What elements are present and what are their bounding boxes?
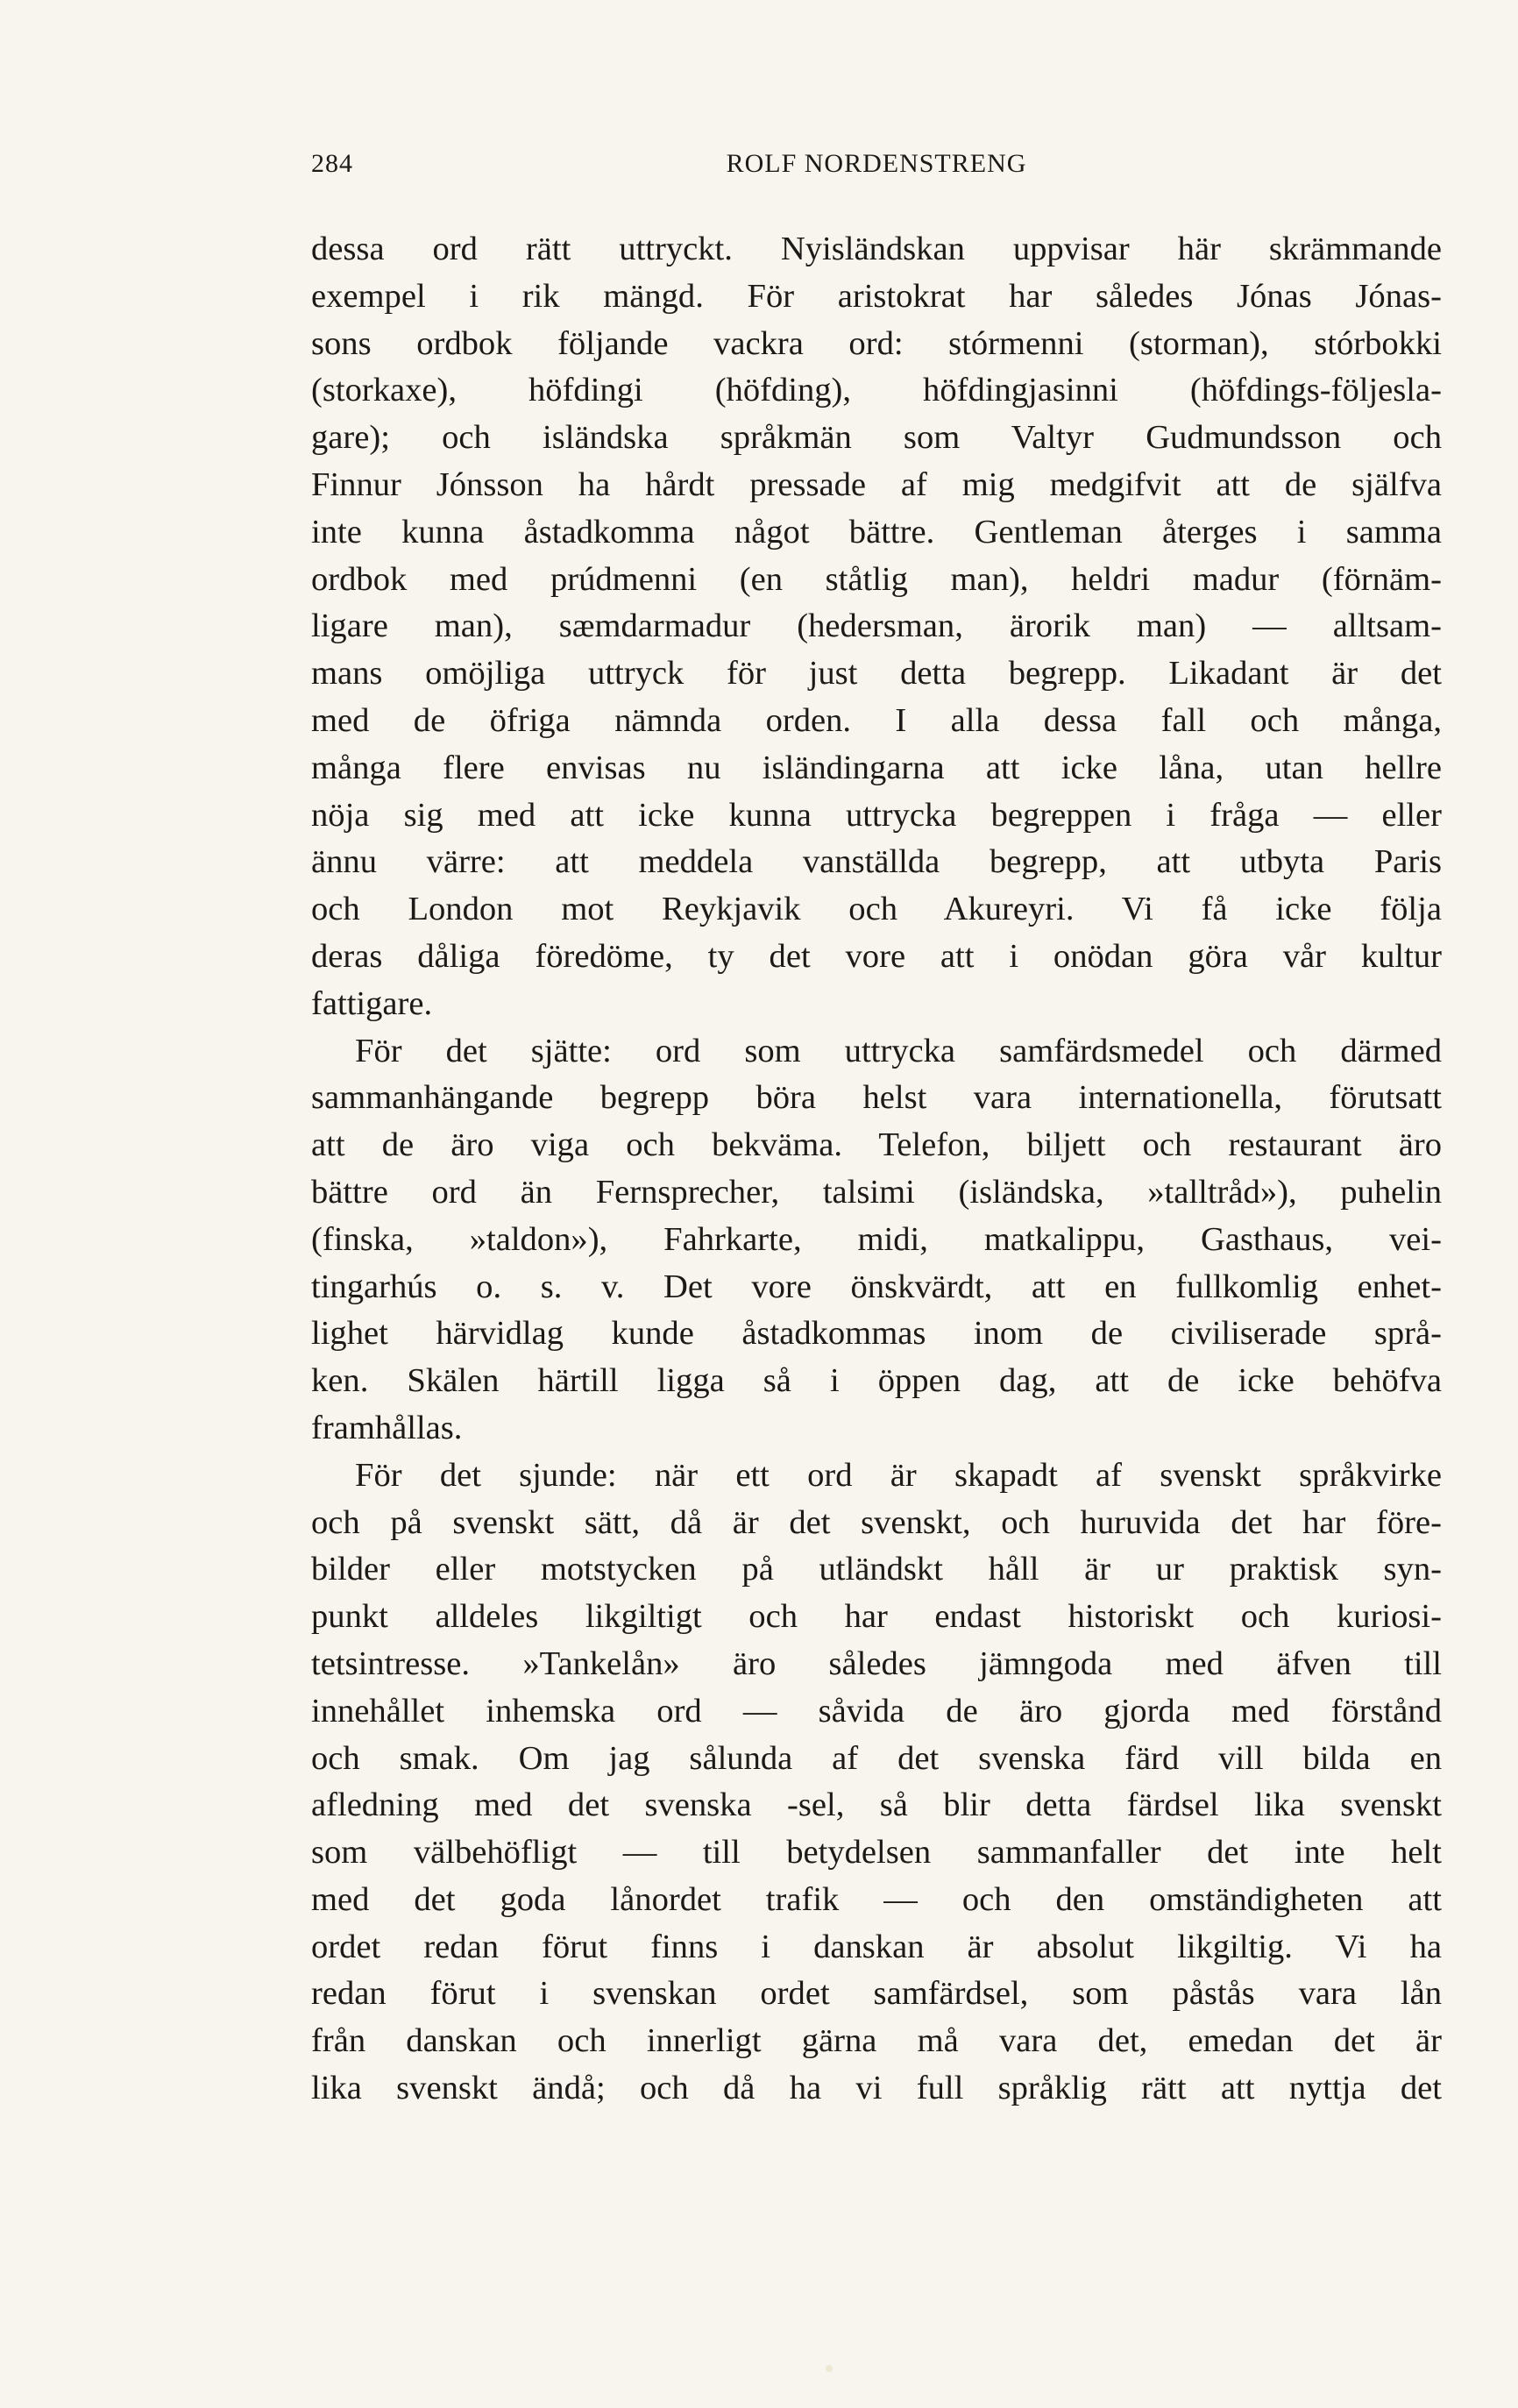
text-line: afledning med det svenska -sel, så blir detta färdsel lika svenskt [311, 1786, 1442, 1824]
text-line: att de äro viga och bekväma. Telefon, biljett och restaurant äro [311, 1126, 1442, 1164]
text-line: med det goda lånordet trafik — och den omständigheten att [311, 1880, 1442, 1918]
text-line: och London mot Reykjavik och Akureyri. Vi få icke följa [311, 891, 1442, 928]
text-line: innehållet inhemska ord — såvida de äro gjorda med förstånd [311, 1692, 1442, 1730]
text-line: sammanhängande begrepp böra helst vara internationella, förutsatt [311, 1079, 1442, 1117]
text-line: bättre ord än Fernsprecher, talsimi (isländska, »talltråd»), puhelin [311, 1173, 1442, 1211]
text-line: deras dåliga föredöme, ty det vore att i onödan göra vår kultur [311, 937, 1442, 975]
text-line: Finnur Jónsson ha hårdt pressade af mig medgifvit att de själfva [311, 465, 1442, 503]
text-line: nöja sig med att icke kunna uttrycka begreppen i fråga — eller [311, 796, 1442, 834]
text-line: från danskan och innerligt gärna må vara det, emedan det är [311, 2022, 1442, 2060]
text-line: ordbok med prúdmenni (en ståtlig man), heldri madur (förnäm- [311, 560, 1442, 598]
text-line: För det sjunde: när ett ord är skapadt af svenskt språkvirke [355, 1456, 1442, 1494]
text-line: redan förut i svenskan ordet samfärdsel, som påstås vara lån [311, 1975, 1442, 2013]
text-line: tingarhús o. s. v. Det vore önskvärdt, att en fullkomlig enhet- [311, 1268, 1442, 1305]
text-line: ligare man), sæmdarmadur (hedersman, ärorik man) — alltsam- [311, 607, 1442, 645]
page-number: 284 [311, 149, 353, 178]
text-line: För det sjätte: ord som uttrycka samfärdsmedel och därmed [355, 1032, 1442, 1069]
text-line: ken. Skälen härtill ligga så i öppen dag, att de icke behöfva [311, 1362, 1442, 1400]
text-line: lighet härvidlag kunde åstadkommas inom de civiliserade språ- [311, 1315, 1442, 1353]
text-line: fattigare. [311, 984, 433, 1022]
text-line: punkt alldeles likgiltigt och har endast historiskt och kuriosi- [311, 1598, 1442, 1636]
page-header [311, 149, 1442, 193]
text-line: gare); och isländska språkmän som Valtyr Gudmundsson och [311, 419, 1442, 457]
text-line: framhållas. [311, 1409, 463, 1446]
text-line: bilder eller motstycken på utländskt håll är ur praktisk syn- [311, 1551, 1442, 1588]
text-line: ordet redan förut finns i danskan är absolut likgiltig. Vi ha [311, 1928, 1442, 1965]
text-line: många flere envisas nu isländingarna att icke låna, utan hellre [311, 749, 1442, 786]
running-title: ROLF NORDENSTRENG [726, 149, 1027, 178]
text-line: lika svenskt ändå; och då ha vi full språklig rätt att nyttja det [311, 2070, 1442, 2107]
text-line: och smak. Om jag sålunda af det svenska färd vill bilda en [311, 1739, 1442, 1777]
text-line: dessa ord rätt uttryckt. Nyisländskan uppvisar här skrämmande [311, 231, 1442, 267]
text-line: med de öfriga nämnda orden. I alla dessa fall och många, [311, 701, 1442, 739]
text-line: tetsintresse. »Tankelån» äro således jämngoda med äfven till [311, 1644, 1442, 1682]
text-line: inte kunna åstadkomma något bättre. Gentleman återges i samma [311, 513, 1442, 551]
text-line: mans omöjliga uttryck för just detta begrepp. Likadant är det [311, 655, 1442, 693]
text-line: sons ordbok följande vackra ord: stórmenni (storman), stórbokki [311, 324, 1442, 362]
body-text [311, 226, 1442, 2113]
paper-speck [826, 2365, 833, 2372]
text-line: som välbehöfligt — till betydelsen sammanfaller det inte helt [311, 1834, 1442, 1872]
text-line: exempel i rik mängd. För aristokrat har således Jónas Jónas- [311, 277, 1442, 315]
text-line: och på svenskt sätt, då är det svenskt, och huruvida det har före- [311, 1503, 1442, 1541]
text-line: (finska, »taldon»), Fahrkarte, midi, matkalippu, Gasthaus, vei- [311, 1220, 1442, 1258]
text-line: (storkaxe), höfdingi (höfding), höfdingjasinni (höfdings-följesla- [311, 372, 1442, 409]
text-line: ännu värre: att meddela vanställda begrepp, att utbyta Paris [311, 843, 1442, 881]
